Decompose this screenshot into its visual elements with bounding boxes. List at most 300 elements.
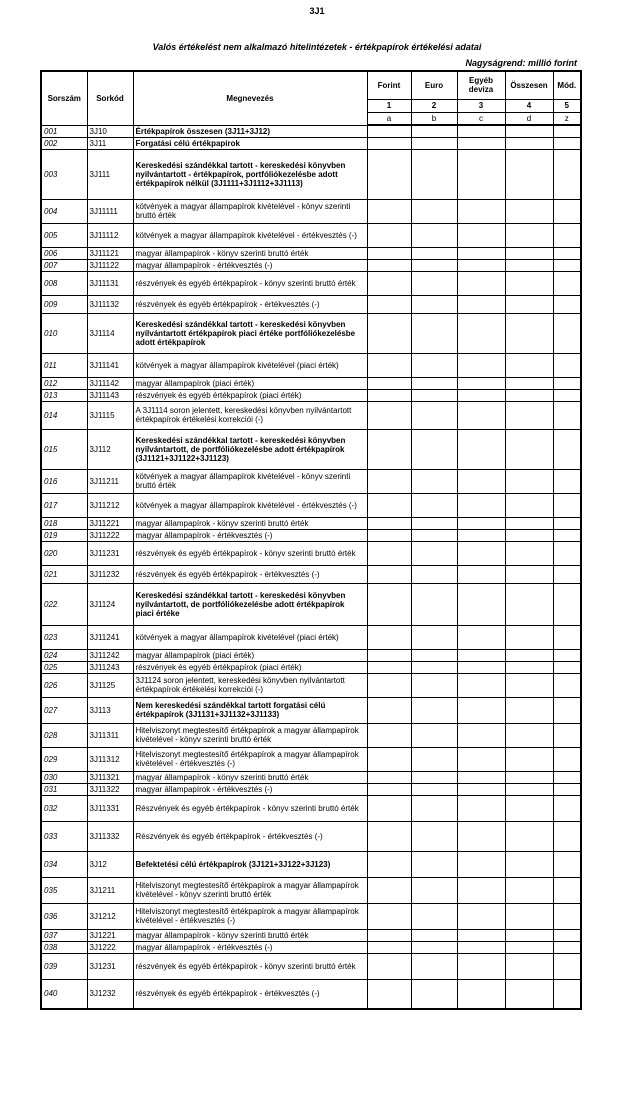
row-code: 3J11111 xyxy=(87,199,133,223)
row-description: kötvények a magyar állampapírok kivételével (piaci érték) xyxy=(133,625,367,649)
cell-egyeb[interactable] xyxy=(457,223,505,247)
cell-euro[interactable] xyxy=(411,389,457,401)
cell-mod[interactable] xyxy=(553,429,581,469)
cell-mod[interactable] xyxy=(553,137,581,149)
cell-forint[interactable] xyxy=(367,125,411,137)
cell-forint[interactable] xyxy=(367,673,411,697)
cell-mod[interactable] xyxy=(553,389,581,401)
cell-osszesen[interactable] xyxy=(505,747,553,771)
cell-mod[interactable] xyxy=(553,821,581,851)
row-number: 035 xyxy=(41,877,87,903)
row-description: Hitelviszonyt megtestesítő értékpapírok a magyar állampapírok kivételével - könyv szerinti bruttó érték xyxy=(133,877,367,903)
cell-mod[interactable] xyxy=(553,565,581,583)
cell-euro[interactable] xyxy=(411,377,457,389)
cell-forint[interactable] xyxy=(367,783,411,795)
cell-mod[interactable] xyxy=(553,953,581,979)
cell-euro[interactable] xyxy=(411,541,457,565)
cell-mod[interactable] xyxy=(553,295,581,313)
table-row xyxy=(41,903,581,929)
cell-forint[interactable] xyxy=(367,941,411,953)
cell-osszesen[interactable] xyxy=(505,877,553,903)
row-description: Részvények és egyéb értékpapírok - értékvesztés (-) xyxy=(133,821,367,851)
cell-mod[interactable] xyxy=(553,149,581,199)
cell-forint[interactable] xyxy=(367,953,411,979)
row-number: 029 xyxy=(41,747,87,771)
cell-forint[interactable] xyxy=(367,377,411,389)
cell-euro[interactable] xyxy=(411,313,457,353)
cell-osszesen[interactable] xyxy=(505,199,553,223)
cell-egyeb[interactable] xyxy=(457,517,505,529)
cell-forint[interactable] xyxy=(367,389,411,401)
cell-osszesen[interactable] xyxy=(505,697,553,723)
cell-egyeb[interactable] xyxy=(457,673,505,697)
cell-mod[interactable] xyxy=(553,783,581,795)
row-description: részvények és egyéb értékpapírok - értékvesztés (-) xyxy=(133,979,367,1009)
cell-egyeb[interactable] xyxy=(457,953,505,979)
table-row xyxy=(41,877,581,903)
cell-mod[interactable] xyxy=(553,673,581,697)
cell-euro[interactable] xyxy=(411,149,457,199)
cell-osszesen[interactable] xyxy=(505,247,553,259)
row-code: 3J11311 xyxy=(87,723,133,747)
cell-euro[interactable] xyxy=(411,821,457,851)
table-row xyxy=(41,223,581,247)
cell-forint[interactable] xyxy=(367,649,411,661)
cell-forint[interactable] xyxy=(367,565,411,583)
cell-osszesen[interactable] xyxy=(505,795,553,821)
cell-osszesen[interactable] xyxy=(505,137,553,149)
cell-egyeb[interactable] xyxy=(457,271,505,295)
cell-mod[interactable] xyxy=(553,795,581,821)
cell-egyeb[interactable] xyxy=(457,125,505,137)
row-number: 013 xyxy=(41,389,87,401)
col-header-osszesen: Összesen xyxy=(505,71,553,99)
row-number: 025 xyxy=(41,661,87,673)
row-code: 3J1125 xyxy=(87,673,133,697)
cell-forint[interactable] xyxy=(367,697,411,723)
col-num: 2 xyxy=(411,99,457,112)
cell-euro[interactable] xyxy=(411,401,457,429)
cell-forint[interactable] xyxy=(367,271,411,295)
table-row xyxy=(41,723,581,747)
cell-euro[interactable] xyxy=(411,903,457,929)
cell-forint[interactable] xyxy=(367,583,411,625)
cell-forint[interactable] xyxy=(367,529,411,541)
cell-osszesen[interactable] xyxy=(505,941,553,953)
row-code: 3J113 xyxy=(87,697,133,723)
cell-egyeb[interactable] xyxy=(457,247,505,259)
table-row xyxy=(41,493,581,517)
cell-mod[interactable] xyxy=(553,771,581,783)
cell-forint[interactable] xyxy=(367,493,411,517)
table-row xyxy=(41,583,581,625)
cell-mod[interactable] xyxy=(553,223,581,247)
cell-mod[interactable] xyxy=(553,271,581,295)
cell-egyeb[interactable] xyxy=(457,565,505,583)
cell-egyeb[interactable] xyxy=(457,821,505,851)
table-row xyxy=(41,149,581,199)
table-row xyxy=(41,271,581,295)
cell-osszesen[interactable] xyxy=(505,149,553,199)
cell-forint[interactable] xyxy=(367,851,411,877)
cell-osszesen[interactable] xyxy=(505,821,553,851)
cell-osszesen[interactable] xyxy=(505,125,553,137)
cell-egyeb[interactable] xyxy=(457,851,505,877)
cell-egyeb[interactable] xyxy=(457,493,505,517)
cell-forint[interactable] xyxy=(367,541,411,565)
cell-euro[interactable] xyxy=(411,929,457,941)
row-code: 3J111 xyxy=(87,149,133,199)
cell-egyeb[interactable] xyxy=(457,795,505,821)
cell-osszesen[interactable] xyxy=(505,903,553,929)
cell-euro[interactable] xyxy=(411,271,457,295)
cell-euro[interactable] xyxy=(411,429,457,469)
cell-osszesen[interactable] xyxy=(505,313,553,353)
cell-egyeb[interactable] xyxy=(457,353,505,377)
cell-osszesen[interactable] xyxy=(505,625,553,649)
col-header-forint: Forint xyxy=(367,71,411,99)
cell-egyeb[interactable] xyxy=(457,903,505,929)
row-description: kötvények a magyar állampapírok kivételével - értékvesztés (-) xyxy=(133,223,367,247)
table-row xyxy=(41,313,581,353)
cell-forint[interactable] xyxy=(367,259,411,271)
row-code: 3J11241 xyxy=(87,625,133,649)
cell-euro[interactable] xyxy=(411,795,457,821)
cell-osszesen[interactable] xyxy=(505,401,553,429)
cell-euro[interactable] xyxy=(411,353,457,377)
row-code: 3J11222 xyxy=(87,529,133,541)
cell-euro[interactable] xyxy=(411,125,457,137)
cell-mod[interactable] xyxy=(553,529,581,541)
cell-mod[interactable] xyxy=(553,541,581,565)
row-description: kötvények a magyar állampapírok kivételével (piaci érték) xyxy=(133,353,367,377)
cell-mod[interactable] xyxy=(553,929,581,941)
cell-osszesen[interactable] xyxy=(505,979,553,1009)
cell-forint[interactable] xyxy=(367,747,411,771)
cell-egyeb[interactable] xyxy=(457,583,505,625)
row-number: 026 xyxy=(41,673,87,697)
row-code: 3J12 xyxy=(87,851,133,877)
row-number: 036 xyxy=(41,903,87,929)
row-code: 3J1211 xyxy=(87,877,133,903)
cell-euro[interactable] xyxy=(411,517,457,529)
cell-forint[interactable] xyxy=(367,877,411,903)
cell-euro[interactable] xyxy=(411,723,457,747)
cell-osszesen[interactable] xyxy=(505,517,553,529)
cell-forint[interactable] xyxy=(367,821,411,851)
cell-forint[interactable] xyxy=(367,149,411,199)
cell-forint[interactable] xyxy=(367,771,411,783)
cell-egyeb[interactable] xyxy=(457,401,505,429)
cell-euro[interactable] xyxy=(411,941,457,953)
cell-mod[interactable] xyxy=(553,583,581,625)
cell-egyeb[interactable] xyxy=(457,137,505,149)
row-number: 011 xyxy=(41,353,87,377)
cell-forint[interactable] xyxy=(367,795,411,821)
cell-euro[interactable] xyxy=(411,223,457,247)
form-code: 3J1 xyxy=(309,6,325,16)
col-header-megnevezes: Megnevezés xyxy=(133,71,367,125)
row-code: 3J11321 xyxy=(87,771,133,783)
cell-euro[interactable] xyxy=(411,979,457,1009)
cell-osszesen[interactable] xyxy=(505,389,553,401)
cell-forint[interactable] xyxy=(367,469,411,493)
cell-mod[interactable] xyxy=(553,649,581,661)
cell-forint[interactable] xyxy=(367,313,411,353)
cell-mod[interactable] xyxy=(553,493,581,517)
col-num: 4 xyxy=(505,99,553,112)
cell-forint[interactable] xyxy=(367,903,411,929)
cell-egyeb[interactable] xyxy=(457,661,505,673)
table-row xyxy=(41,377,581,389)
row-description: magyar állampapírok - értékvesztés (-) xyxy=(133,783,367,795)
cell-euro[interactable] xyxy=(411,953,457,979)
cell-mod[interactable] xyxy=(553,469,581,493)
cell-mod[interactable] xyxy=(553,747,581,771)
row-code: 3J1231 xyxy=(87,953,133,979)
cell-euro[interactable] xyxy=(411,529,457,541)
cell-osszesen[interactable] xyxy=(505,353,553,377)
cell-euro[interactable] xyxy=(411,851,457,877)
row-description: Értékpapírok összesen (3J11+3J12) xyxy=(133,125,367,137)
table-row xyxy=(41,625,581,649)
cell-osszesen[interactable] xyxy=(505,493,553,517)
row-code: 3J1221 xyxy=(87,929,133,941)
cell-mod[interactable] xyxy=(553,625,581,649)
cell-forint[interactable] xyxy=(367,223,411,247)
cell-osszesen[interactable] xyxy=(505,723,553,747)
cell-mod[interactable] xyxy=(553,199,581,223)
table-row xyxy=(41,953,581,979)
cell-egyeb[interactable] xyxy=(457,625,505,649)
cell-mod[interactable] xyxy=(553,517,581,529)
cell-osszesen[interactable] xyxy=(505,851,553,877)
cell-egyeb[interactable] xyxy=(457,377,505,389)
cell-egyeb[interactable] xyxy=(457,979,505,1009)
row-description: magyar állampapírok - értékvesztés (-) xyxy=(133,529,367,541)
cell-egyeb[interactable] xyxy=(457,771,505,783)
row-number: 016 xyxy=(41,469,87,493)
cell-osszesen[interactable] xyxy=(505,929,553,941)
cell-euro[interactable] xyxy=(411,259,457,271)
row-description: részvények és egyéb értékpapírok (piaci érték) xyxy=(133,389,367,401)
col-letter: z xyxy=(553,112,581,125)
cell-osszesen[interactable] xyxy=(505,771,553,783)
cell-euro[interactable] xyxy=(411,747,457,771)
cell-egyeb[interactable] xyxy=(457,529,505,541)
row-number: 003 xyxy=(41,149,87,199)
cell-forint[interactable] xyxy=(367,429,411,469)
cell-forint[interactable] xyxy=(367,199,411,223)
row-code: 3J1115 xyxy=(87,401,133,429)
table-row xyxy=(41,821,581,851)
row-number: 024 xyxy=(41,649,87,661)
cell-osszesen[interactable] xyxy=(505,661,553,673)
cell-osszesen[interactable] xyxy=(505,223,553,247)
cell-egyeb[interactable] xyxy=(457,389,505,401)
cell-euro[interactable] xyxy=(411,625,457,649)
cell-euro[interactable] xyxy=(411,771,457,783)
table-row xyxy=(41,247,581,259)
cell-forint[interactable] xyxy=(367,979,411,1009)
cell-egyeb[interactable] xyxy=(457,429,505,469)
cell-osszesen[interactable] xyxy=(505,649,553,661)
cell-egyeb[interactable] xyxy=(457,649,505,661)
cell-mod[interactable] xyxy=(553,851,581,877)
cell-egyeb[interactable] xyxy=(457,313,505,353)
cell-mod[interactable] xyxy=(553,723,581,747)
row-code: 3J1232 xyxy=(87,979,133,1009)
cell-osszesen[interactable] xyxy=(505,529,553,541)
cell-egyeb[interactable] xyxy=(457,541,505,565)
row-description: részvények és egyéb értékpapírok - könyv szerinti bruttó érték xyxy=(133,541,367,565)
table-row xyxy=(41,649,581,661)
cell-mod[interactable] xyxy=(553,877,581,903)
cell-euro[interactable] xyxy=(411,493,457,517)
cell-euro[interactable] xyxy=(411,661,457,673)
row-description: magyar állampapírok - értékvesztés (-) xyxy=(133,259,367,271)
row-code: 3J11231 xyxy=(87,541,133,565)
cell-euro[interactable] xyxy=(411,783,457,795)
cell-osszesen[interactable] xyxy=(505,673,553,697)
cell-forint[interactable] xyxy=(367,247,411,259)
cell-egyeb[interactable] xyxy=(457,723,505,747)
cell-forint[interactable] xyxy=(367,723,411,747)
cell-egyeb[interactable] xyxy=(457,941,505,953)
cell-euro[interactable] xyxy=(411,583,457,625)
cell-mod[interactable] xyxy=(553,313,581,353)
row-number: 032 xyxy=(41,795,87,821)
row-code: 3J11211 xyxy=(87,469,133,493)
cell-egyeb[interactable] xyxy=(457,295,505,313)
cell-osszesen[interactable] xyxy=(505,953,553,979)
cell-euro[interactable] xyxy=(411,565,457,583)
cell-egyeb[interactable] xyxy=(457,783,505,795)
cell-osszesen[interactable] xyxy=(505,295,553,313)
table-row xyxy=(41,529,581,541)
cell-egyeb[interactable] xyxy=(457,929,505,941)
cell-euro[interactable] xyxy=(411,295,457,313)
cell-osszesen[interactable] xyxy=(505,377,553,389)
cell-mod[interactable] xyxy=(553,979,581,1009)
cell-euro[interactable] xyxy=(411,673,457,697)
row-code: 3J1114 xyxy=(87,313,133,353)
cell-osszesen[interactable] xyxy=(505,783,553,795)
cell-mod[interactable] xyxy=(553,247,581,259)
cell-egyeb[interactable] xyxy=(457,877,505,903)
row-code: 3J11141 xyxy=(87,353,133,377)
table-row xyxy=(41,401,581,429)
cell-osszesen[interactable] xyxy=(505,429,553,469)
cell-mod[interactable] xyxy=(553,377,581,389)
cell-forint[interactable] xyxy=(367,517,411,529)
table-row xyxy=(41,783,581,795)
table-row xyxy=(41,941,581,953)
cell-egyeb[interactable] xyxy=(457,469,505,493)
cell-forint[interactable] xyxy=(367,353,411,377)
row-number: 005 xyxy=(41,223,87,247)
row-code: 3J11242 xyxy=(87,649,133,661)
cell-forint[interactable] xyxy=(367,625,411,649)
cell-egyeb[interactable] xyxy=(457,697,505,723)
cell-forint[interactable] xyxy=(367,401,411,429)
row-code: 3J11112 xyxy=(87,223,133,247)
cell-mod[interactable] xyxy=(553,697,581,723)
row-number: 020 xyxy=(41,541,87,565)
row-number: 023 xyxy=(41,625,87,649)
cell-forint[interactable] xyxy=(367,137,411,149)
cell-osszesen[interactable] xyxy=(505,541,553,565)
cell-euro[interactable] xyxy=(411,697,457,723)
cell-mod[interactable] xyxy=(553,401,581,429)
table-row xyxy=(41,661,581,673)
row-description: részvények és egyéb értékpapírok - könyv szerinti bruttó érték xyxy=(133,271,367,295)
cell-egyeb[interactable] xyxy=(457,149,505,199)
cell-osszesen[interactable] xyxy=(505,271,553,295)
table-row xyxy=(41,541,581,565)
unit-note: Nagyságrend: millió forint xyxy=(465,58,577,68)
col-header-egyeb: Egyéb deviza xyxy=(457,71,505,99)
cell-euro[interactable] xyxy=(411,137,457,149)
cell-mod[interactable] xyxy=(553,353,581,377)
cell-euro[interactable] xyxy=(411,199,457,223)
cell-egyeb[interactable] xyxy=(457,747,505,771)
row-number: 007 xyxy=(41,259,87,271)
row-description: magyar állampapírok - könyv szerinti bruttó érték xyxy=(133,517,367,529)
row-code: 3J11122 xyxy=(87,259,133,271)
col-header-euro: Euro xyxy=(411,71,457,99)
cell-forint[interactable] xyxy=(367,295,411,313)
row-number: 008 xyxy=(41,271,87,295)
row-code: 3J11131 xyxy=(87,271,133,295)
cell-mod[interactable] xyxy=(553,259,581,271)
cell-mod[interactable] xyxy=(553,125,581,137)
row-description: Nem kereskedési szándékkal tartott forgatási célú értékpapírok (3J1131+3J1132+3J1133) xyxy=(133,697,367,723)
cell-osszesen[interactable] xyxy=(505,259,553,271)
row-number: 028 xyxy=(41,723,87,747)
cell-mod[interactable] xyxy=(553,903,581,929)
row-description: Kereskedési szándékkal tartott - kereskedési könyvben nyilvántartott, de portfóliókezelésbe adott értékpapírok piaci értéke xyxy=(133,583,367,625)
cell-euro[interactable] xyxy=(411,877,457,903)
cell-egyeb[interactable] xyxy=(457,259,505,271)
row-description: A 3J1114 soron jelentett, kereskedési könyvben nyilvántartott értékpapírok értékelési korrekciói (-) xyxy=(133,401,367,429)
cell-osszesen[interactable] xyxy=(505,583,553,625)
cell-mod[interactable] xyxy=(553,941,581,953)
row-description: Forgatási célú értékpapírok xyxy=(133,137,367,149)
row-description: kötvények a magyar állampapírok kivételével - könyv szerinti bruttó érték xyxy=(133,469,367,493)
cell-euro[interactable] xyxy=(411,247,457,259)
cell-forint[interactable] xyxy=(367,661,411,673)
row-code: 3J11143 xyxy=(87,389,133,401)
data-table xyxy=(40,70,582,1010)
row-code: 3J11221 xyxy=(87,517,133,529)
cell-euro[interactable] xyxy=(411,469,457,493)
cell-euro[interactable] xyxy=(411,649,457,661)
row-description: magyar állampapírok (piaci érték) xyxy=(133,649,367,661)
cell-osszesen[interactable] xyxy=(505,565,553,583)
row-code: 3J11332 xyxy=(87,821,133,851)
table-row xyxy=(41,771,581,783)
row-number: 030 xyxy=(41,771,87,783)
row-description: Részvények és egyéb értékpapírok - könyv szerinti bruttó érték xyxy=(133,795,367,821)
row-number: 037 xyxy=(41,929,87,941)
row-description: magyar állampapírok - könyv szerinti bruttó érték xyxy=(133,929,367,941)
cell-osszesen[interactable] xyxy=(505,469,553,493)
col-letter: a xyxy=(367,112,411,125)
cell-egyeb[interactable] xyxy=(457,199,505,223)
cell-forint[interactable] xyxy=(367,929,411,941)
cell-mod[interactable] xyxy=(553,661,581,673)
